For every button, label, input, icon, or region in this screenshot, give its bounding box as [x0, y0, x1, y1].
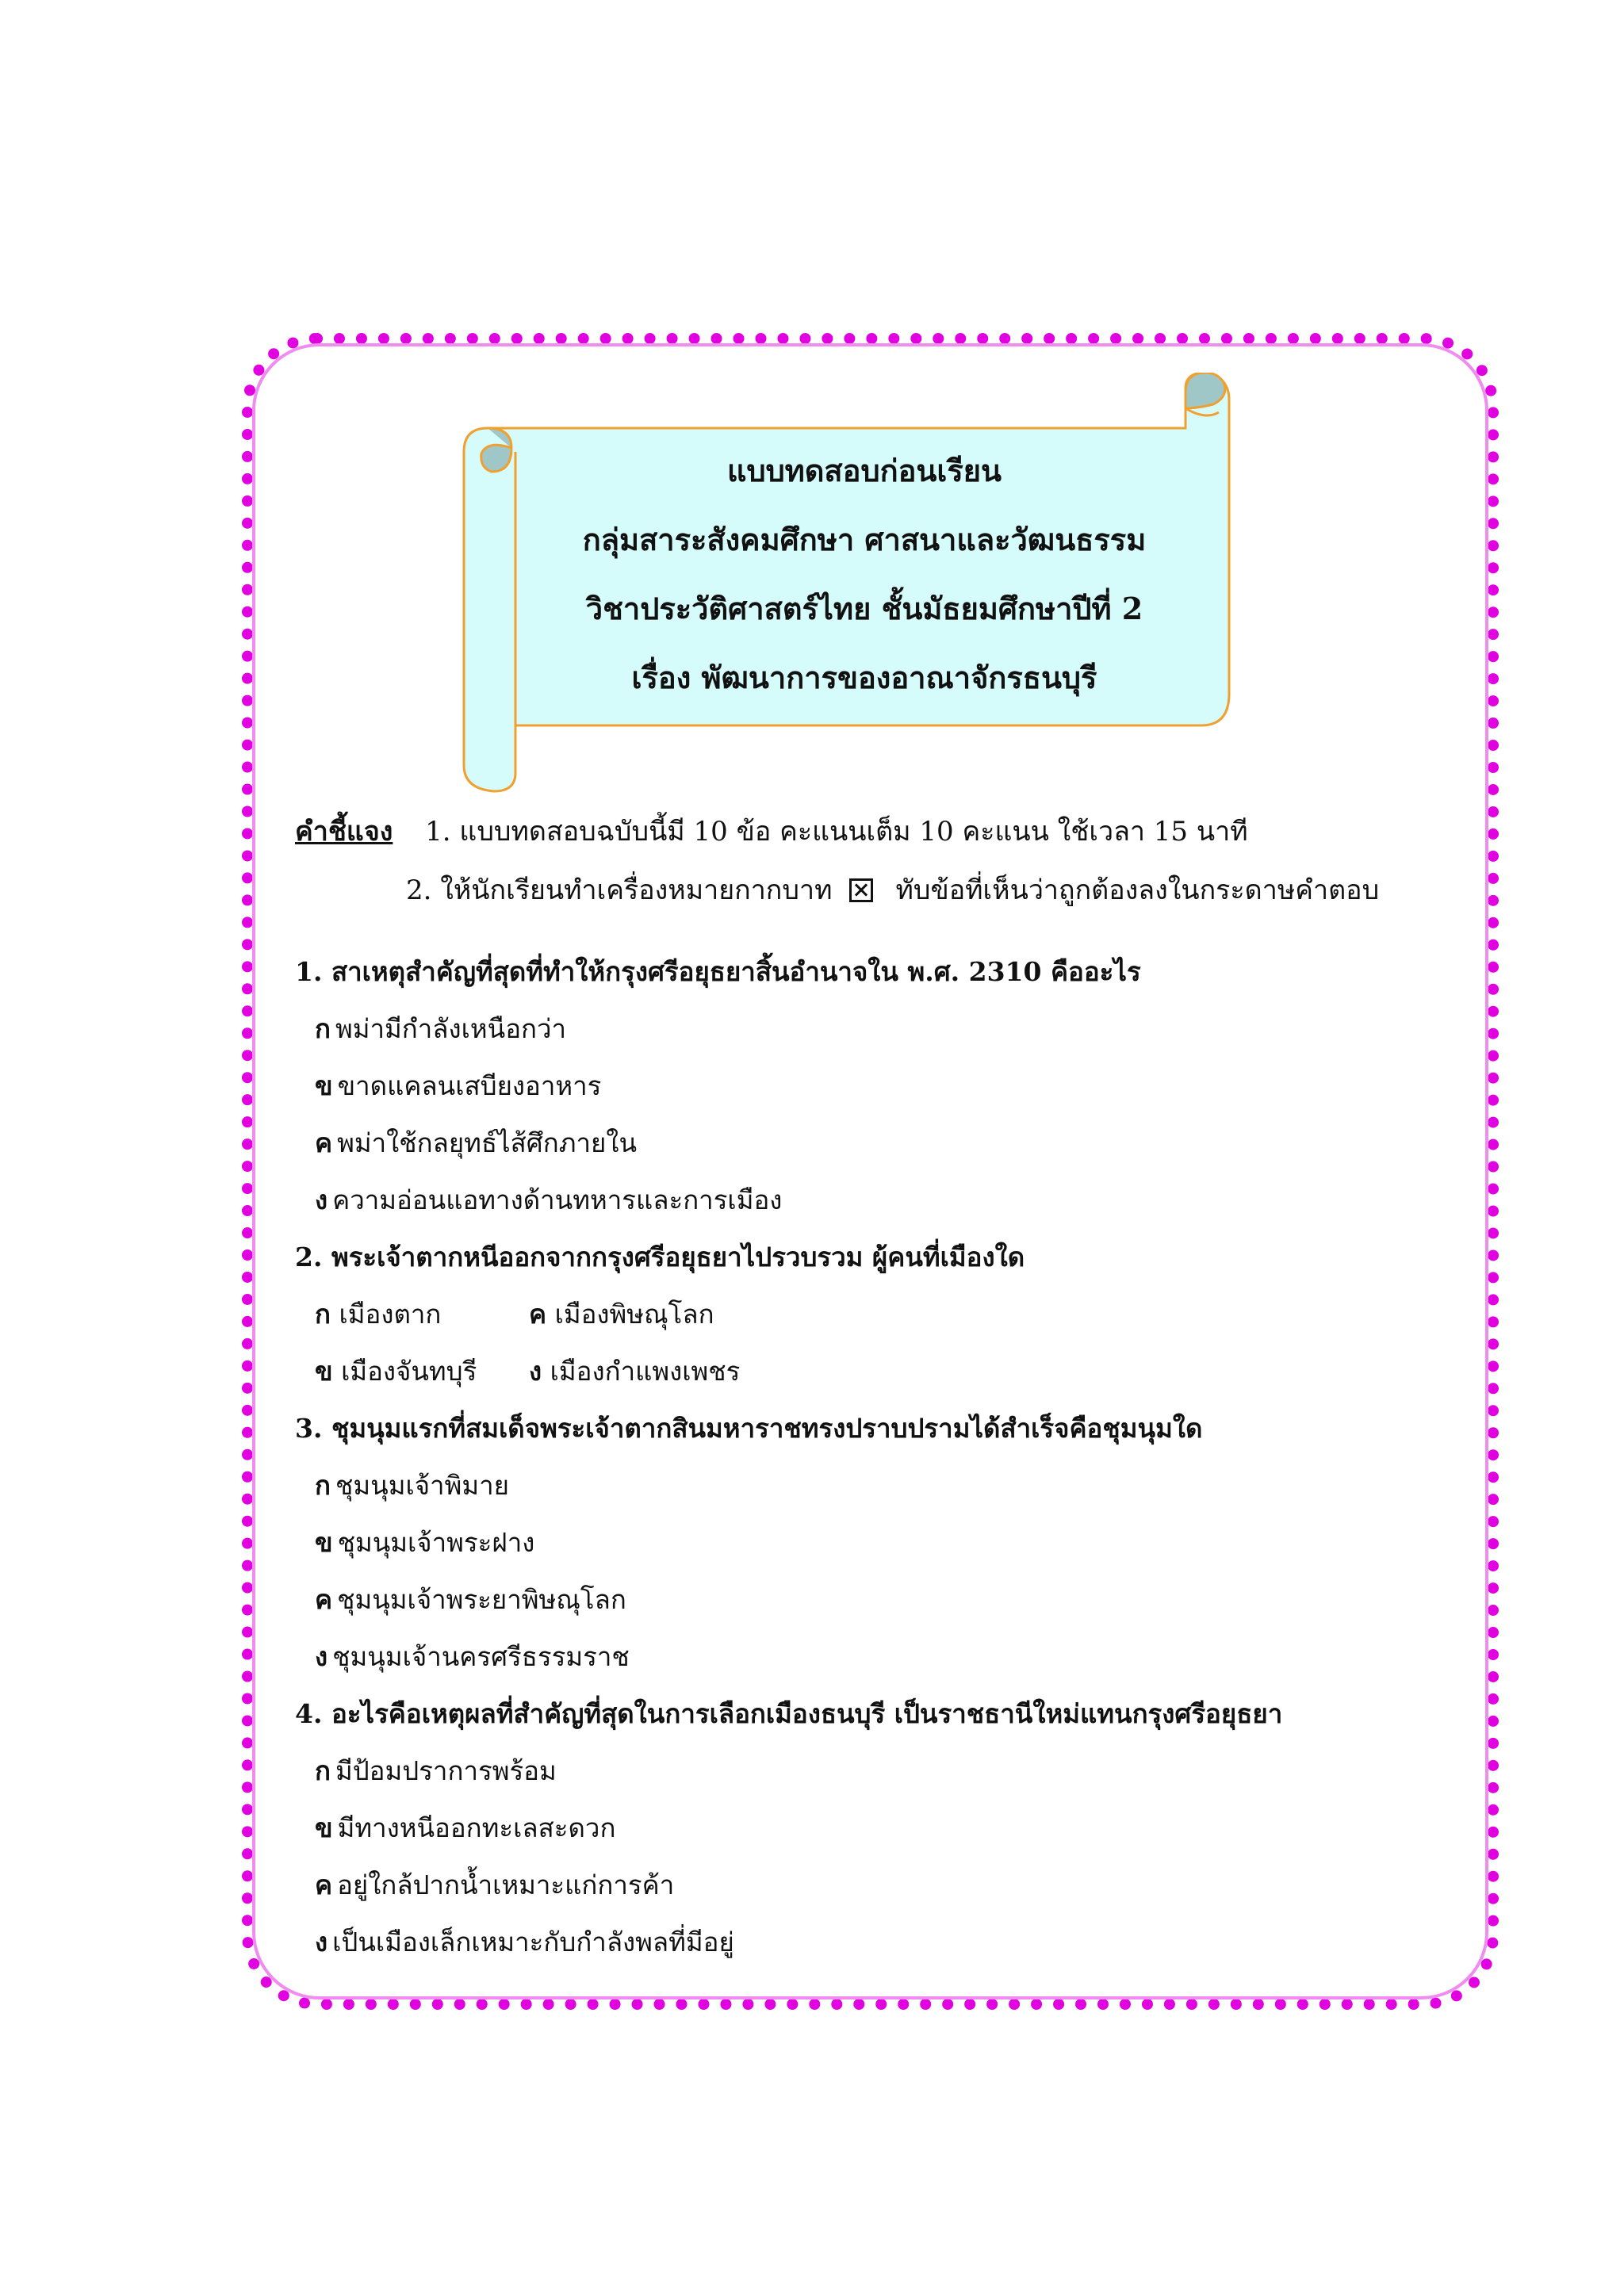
title-scroll-banner: [456, 373, 1233, 793]
instruction-1: 1. แบบทดสอบฉบับนี้มี 10 ข้อ คะแนนเต็ม 10 คะแนน ใช้เวลา 15 นาที: [425, 816, 1248, 848]
test-title: แบบทดสอบก่อนเรียน: [726, 453, 1002, 488]
choice-row: [295, 1343, 1445, 1400]
question-text: 4. อะไรคือเหตุผลที่สำคัญที่สุดในการเลือกเมืองธนบุรี เป็นราชธานีใหม่แทนกรุงศรีอยุธยา: [295, 1698, 1283, 1729]
subject-group: กลุ่มสาระสังคมศึกษา ศาสนาและวัฒนธรรม: [582, 522, 1147, 557]
choice[interactable]: ก มีป้อมปราการพร้อม: [315, 1755, 557, 1786]
choice[interactable]: ค อยู่ใกล้ปากน้ำเหมาะแก่การค้า: [315, 1869, 675, 1900]
question-3: [295, 1400, 1445, 1686]
question-2: [295, 1229, 1445, 1400]
choice[interactable]: ก เมืองตาก: [315, 1299, 442, 1330]
question-text: 2. พระเจ้าตากหนีออกจากกรุงศรีอยุธยาไปรวบรวม ผู้คนที่เมืองใด: [295, 1242, 1025, 1272]
choice[interactable]: ค พม่าใช้กลยุทธ์ไส้ศึกภายใน: [315, 1127, 638, 1158]
choice[interactable]: ค ชุมนุมเจ้าพระยาพิษณุโลก: [315, 1584, 626, 1615]
choice[interactable]: ง ชุมนุมเจ้านครศรีธรรมราช: [315, 1641, 630, 1672]
choice[interactable]: ข มีทางหนีออกทะเลสะดวก: [315, 1812, 616, 1843]
checkbox-x-icon: [849, 878, 873, 902]
question-text: 3. ชุมนุมแรกที่สมเด็จพระเจ้าตากสินมหาราชทรงปราบปรามได้สำเร็จคือชุมนุมใด: [295, 1413, 1203, 1444]
question-1: [295, 943, 1445, 1229]
question-list: [295, 943, 1445, 1971]
choice[interactable]: ก พม่ามีกำลังเหนือกว่า: [315, 1013, 567, 1044]
topic: เรื่อง พัฒนาการของอาณาจักรธนบุรี: [631, 660, 1097, 695]
course-name: วิชาประวัติศาสตร์ไทย ชั้นมัธยมศึกษาปีที่ 2: [585, 591, 1143, 626]
choice[interactable]: ก ชุมนุมเจ้าพิมาย: [315, 1470, 509, 1501]
instruction-2-text-end: ทับข้อที่เห็นว่าถูกต้องลงในกระดาษคำตอบ: [895, 874, 1380, 906]
choice[interactable]: ง เมืองกำแพงเพชร: [529, 1356, 741, 1387]
choice[interactable]: ข ชุมนุมเจ้าพระฝาง: [315, 1527, 535, 1558]
instruction-2-text: 2. ให้นักเรียนทำเครื่องหมายกากบาท: [406, 874, 833, 906]
question-4: [295, 1686, 1445, 1971]
question-text: 1. สาเหตุสำคัญที่สุดที่ทำให้กรุงศรีอยุธยาสิ้นอำนาจใน พ.ศ. 2310 คืออะไร: [295, 956, 1141, 987]
choice[interactable]: ง เป็นเมืองเล็กเหมาะกับกำลังพลที่มีอยู่: [315, 1927, 734, 1957]
choice[interactable]: ง ความอ่อนแอทางด้านทหารและการเมือง: [315, 1184, 783, 1215]
choice[interactable]: ข ขาดแคลนเสบียงอาหาร: [315, 1070, 602, 1101]
instructions: [295, 802, 1445, 920]
choice[interactable]: ข เมืองจันทบุรี: [315, 1356, 477, 1387]
instructions-label: คำชี้แจง: [295, 816, 393, 848]
choice[interactable]: ค เมืองพิษณุโลก: [529, 1299, 714, 1330]
choice-row: [295, 1286, 1445, 1343]
